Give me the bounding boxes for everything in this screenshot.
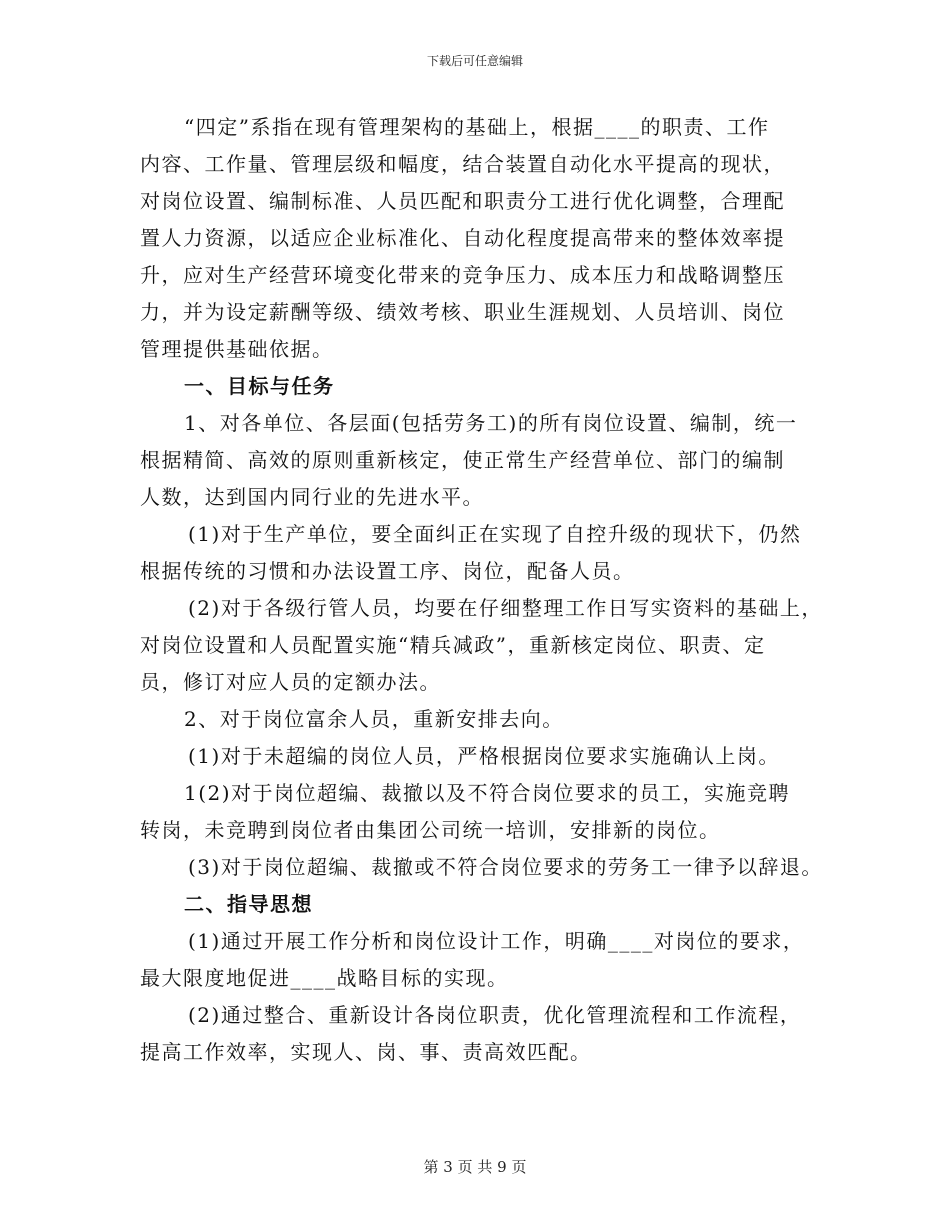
paragraph-line: 最大限度地促进____战略目标的实现。 [140, 966, 509, 990]
page-header: 下载后可任意编辑 [426, 54, 523, 68]
paragraph-line: 提高工作效率，实现人、岗、事、责高效匹配。 [140, 1040, 592, 1064]
paragraph-line: 置人力资源，以适应企业标准化、自动化程度提高带来的整体效率提 [140, 226, 785, 250]
paragraph-line: (2)对于各级行管人员，均要在仔细整理工作日写实资料的基础上， [188, 596, 823, 620]
paragraph-line: (3)对于岗位超编、裁撤或不符合岗位要求的劳务工一律予以辞退。 [188, 855, 823, 879]
paragraph-line: 根据传统的习惯和办法设置工序、岗位，配备人员。 [140, 559, 635, 583]
paragraph-line: (2)通过整合、重新设计各岗位职责，优化管理流程和工作流程， [188, 1003, 802, 1027]
paragraph-line: 根据精简、高效的原则重新核定，使正常生产经营单位、部门的编制 [140, 448, 785, 472]
paragraph-line: 1(2)对于岗位超编、裁撤以及不符合岗位要求的员工，实施竞聘 [184, 781, 791, 805]
paragraph-line: 对岗位设置、编制标准、人员匹配和职责分工进行优化调整，合理配 [140, 189, 785, 213]
section-heading: 二、指导思想 [184, 892, 313, 916]
paragraph-line: 转岗，未竞聘到岗位者由集团公司统一培训，安排新的岗位。 [140, 818, 721, 842]
paragraph-line: 人数，达到国内同行业的先进水平。 [140, 485, 484, 509]
paragraph-line: 1、对各单位、各层面(包括劳务工)的所有岗位设置、编制，统一 [184, 411, 798, 435]
section-heading: 一、目标与任务 [184, 374, 335, 398]
paragraph-line: 2、对于岗位富余人员，重新安排去向。 [184, 707, 564, 731]
paragraph-line: 对岗位设置和人员配置实施“精兵减政”，重新核定岗位、职责、定 [140, 633, 766, 657]
paragraph-line: (1)对于未超编的岗位人员，严格根据岗位要求实施确认上岗。 [188, 744, 780, 768]
paragraph-line: (1)通过开展工作分析和岗位设计工作，明确____对岗位的要求， [188, 929, 805, 953]
paragraph-line: 管理提供基础依据。 [140, 337, 334, 361]
page-footer: 第 3 页 共 9 页 [423, 1158, 527, 1176]
paragraph-line: 内容、工作量、管理层级和幅度，结合装置自动化水平提高的现状， [140, 152, 785, 176]
paragraph-line: (1)对于生产单位，要全面纠正在实现了自控升级的现状下，仍然 [188, 522, 802, 546]
paragraph-line: 员，修订对应人员的定额办法。 [140, 670, 441, 694]
document-body [140, 109, 830, 1071]
paragraph-line: “四定”系指在现有管理架构的基础上，根据____的职责、工作 [184, 115, 770, 139]
paragraph-line: 升，应对生产经营环境变化带来的竞争压力、成本压力和战略调整压 [140, 263, 785, 287]
paragraph-line: 力，并为设定薪酬等级、绩效考核、职业生涯规划、人员培训、岗位 [140, 300, 785, 324]
